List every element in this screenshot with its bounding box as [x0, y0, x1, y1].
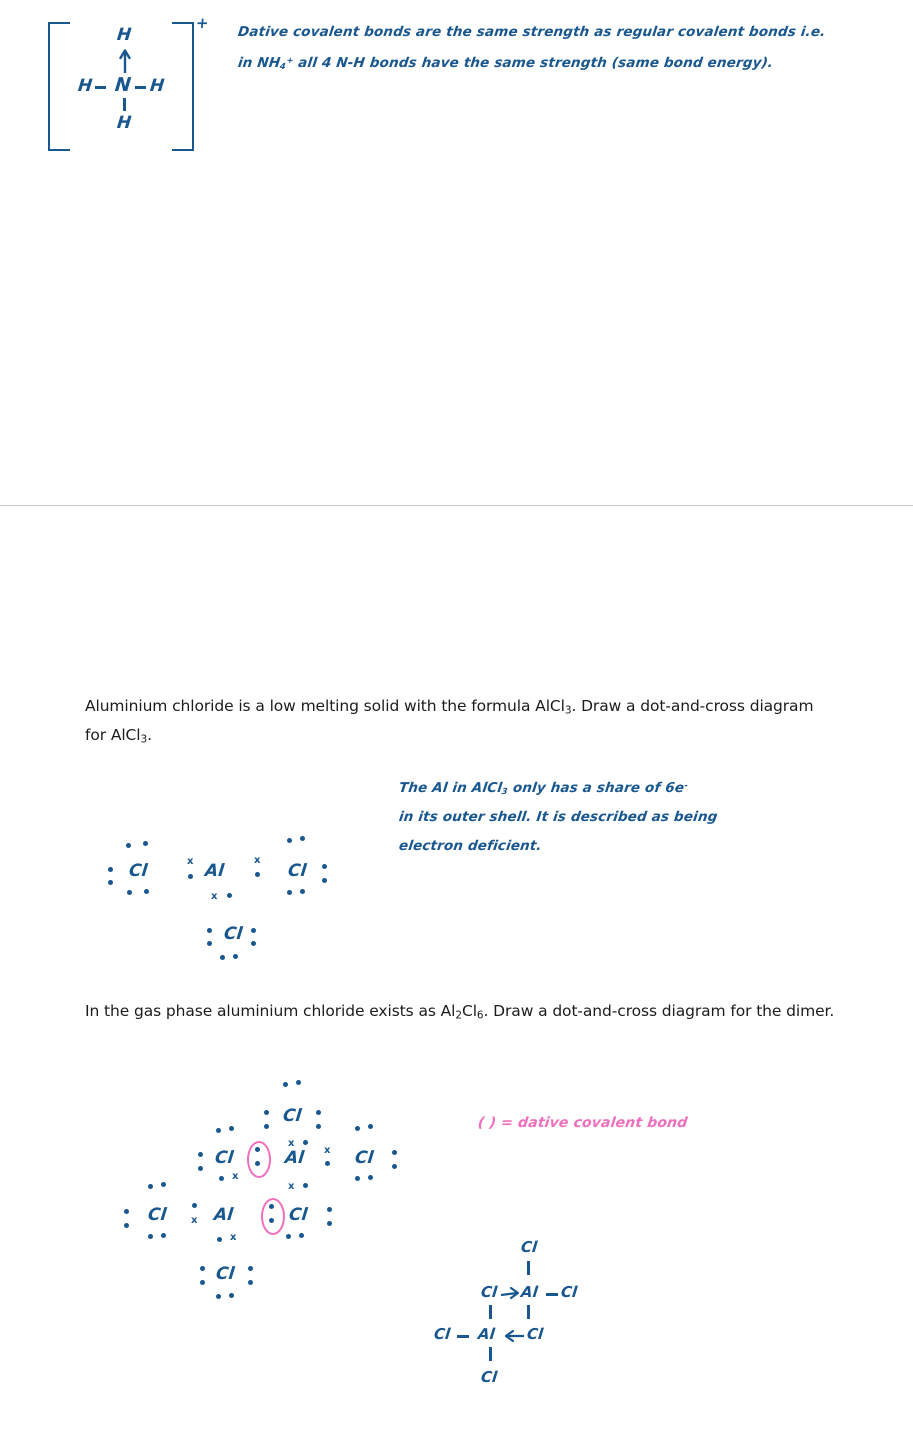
- skeletal-upper-right-chlorine: Cl: [560, 1283, 579, 1301]
- dimer-upper-left-cl-dot-left-1: [198, 1152, 203, 1157]
- ammonium-left-hydrogen: H: [76, 76, 94, 96]
- question-one-line1-b: . Draw a dot-and-cross: [571, 697, 745, 715]
- ed-note-line1-b: only has a share of 6e: [507, 780, 686, 796]
- alcl3-bottom-cl-dot-right-1: [251, 928, 256, 933]
- note-line2-part-a: in NH: [237, 55, 282, 71]
- dimer-dative-upper-dot-1: [255, 1147, 260, 1152]
- dimer-upper-right-chlorine: Cl: [353, 1148, 375, 1168]
- electron-deficient-note-line2: in its outer shell. It is described as being: [398, 809, 719, 825]
- dimer-bottom-bond-cross: x: [230, 1232, 237, 1243]
- dimer-upper-aluminium: Al: [283, 1148, 306, 1168]
- skeletal-top-chlorine: Cl: [520, 1238, 539, 1256]
- right-bracket: [172, 22, 194, 151]
- electron-deficient-note-line1: [398, 780, 689, 796]
- skeletal-upper-left-chlorine: Cl: [480, 1283, 499, 1301]
- ammonium-right-bond: [135, 86, 146, 89]
- alcl3-bottom-cl-dot-bottom-1: [220, 955, 225, 960]
- dimer-middle-bond-cross: x: [288, 1181, 295, 1192]
- dimer-lower-left-chlorine: Cl: [146, 1205, 168, 1225]
- ammonium-right-hydrogen: H: [148, 76, 166, 96]
- alcl3-bond-right-cross: x: [254, 855, 261, 866]
- dimer-lower-right-cl-dot-bottom-2: [299, 1233, 304, 1238]
- ammonium-top-hydrogen: H: [115, 25, 133, 45]
- skeletal-dative-arrow-left: [504, 1328, 526, 1344]
- dimer-bottom-cl-dot-right-1: [248, 1266, 253, 1271]
- skeletal-right-vertical-bond: [527, 1305, 530, 1319]
- alcl3-bottom-cl-dot-left-1: [207, 928, 212, 933]
- question-two-sub1: 2: [455, 1009, 462, 1022]
- dimer-lower-left-cl-dot-top-1: [148, 1184, 153, 1189]
- dimer-upper-left-cl-dot-top-2: [229, 1126, 234, 1131]
- dimer-bottom-cl-dot-bottom-1: [216, 1294, 221, 1299]
- dimer-middle-bond-dot: [303, 1183, 308, 1188]
- ammonium-charge-label: +: [195, 14, 210, 32]
- alcl3-left-cl-dot-left-1: [108, 867, 113, 872]
- dimer-upper-right-cl-dot-bottom-2: [368, 1175, 373, 1180]
- question-two-line1-a: In the gas phase aluminium chloride exists as Al: [85, 1002, 456, 1020]
- skeletal-top-bond: [527, 1261, 530, 1275]
- question-two-line1-mid: Cl: [461, 1002, 477, 1020]
- dimer-top-bond-dot: [303, 1140, 308, 1145]
- dimer-dative-upper-dot-2: [255, 1161, 260, 1166]
- alcl3-left-cl-dot-top-2: [143, 841, 148, 846]
- dimer-lower-left-cl-dot-bottom-1: [148, 1234, 153, 1239]
- dimer-top-cl-dot-top-1: [283, 1082, 288, 1087]
- skeletal-upper-right-bond: [546, 1293, 558, 1296]
- alcl3-right-cl-dot-top-1: [287, 838, 292, 843]
- note-line2-superscript: +: [285, 55, 295, 66]
- dimer-top-cl-dot-left-1: [264, 1110, 269, 1115]
- question-one-line2-a: diagram for AlCl: [85, 697, 814, 745]
- alcl3-bond-left-cross: x: [187, 856, 194, 867]
- ed-note-line1-a: The Al in AlCl: [398, 780, 504, 796]
- dimer-dative-lower-dot-1: [269, 1204, 274, 1209]
- dimer-bottom-cl-dot-left-2: [200, 1280, 205, 1285]
- skeletal-lower-aluminium: Al: [477, 1325, 496, 1343]
- dimer-top-cl-dot-left-2: [264, 1124, 269, 1129]
- alcl3-bond-left-dot: [188, 874, 193, 879]
- dimer-lower-left-bond-dot: [192, 1203, 197, 1208]
- dimer-lower-left-cl-dot-left-1: [124, 1209, 129, 1214]
- dimer-top-cl-dot-right-1: [316, 1110, 321, 1115]
- dimer-upper-left-cl-dot-top-1: [216, 1128, 221, 1133]
- electron-deficient-note-line3: electron deficient.: [398, 838, 543, 854]
- alcl3-bottom-cl-dot-right-2: [251, 941, 256, 946]
- dimer-upper-right-cl-dot-right-1: [392, 1150, 397, 1155]
- question-two-line1-b: . Draw a dot-and-cross diagram for the: [483, 1002, 782, 1020]
- dimer-upper-right-cl-dot-top-1: [355, 1126, 360, 1131]
- dimer-lower-left-bond-cross: x: [191, 1215, 198, 1226]
- dimer-lower-left-cl-dot-top-2: [161, 1182, 166, 1187]
- alcl3-bond-right-dot: [255, 872, 260, 877]
- dimer-top-chlorine: Cl: [281, 1106, 303, 1126]
- dimer-top-bond-cross: x: [288, 1138, 295, 1149]
- skeletal-dative-arrow-right: [500, 1286, 522, 1302]
- dimer-lower-right-cl-dot-right-1: [327, 1207, 332, 1212]
- question-two-sub2: 6: [476, 1009, 484, 1022]
- question-two-text: [85, 999, 845, 1028]
- alcl3-right-cl-dot-right-1: [322, 864, 327, 869]
- question-one-line2-b: .: [147, 726, 152, 745]
- alcl3-right-cl-dot-top-2: [300, 836, 305, 841]
- dimer-lower-aluminium: Al: [212, 1205, 235, 1225]
- alcl3-bond-bottom-dot: [227, 893, 232, 898]
- alcl3-bottom-cl-dot-bottom-2: [233, 954, 238, 959]
- left-bracket: [48, 22, 70, 151]
- skeletal-lower-right-chlorine: Cl: [526, 1325, 545, 1343]
- dimer-upper-right-bond-dot: [325, 1161, 330, 1166]
- dative-bond-arrow-up: [118, 48, 134, 74]
- question-one-line2-sub: 3: [140, 733, 148, 746]
- dimer-upper-right-cl-dot-bottom-1: [355, 1176, 360, 1181]
- dimer-lower-right-cl-dot-right-2: [327, 1221, 332, 1226]
- question-one-text: [85, 694, 825, 753]
- dimer-upper-left-cl-dot-left-2: [198, 1166, 203, 1171]
- ammonium-bottom-bond: [123, 98, 126, 111]
- alcl3-bond-bottom-cross: x: [211, 891, 218, 902]
- ed-note-line1-sup: -: [683, 780, 689, 791]
- alcl3-aluminium: Al: [203, 861, 226, 881]
- alcl3-left-chlorine: Cl: [127, 861, 149, 881]
- alcl3-bottom-cl-dot-left-2: [207, 941, 212, 946]
- dimer-bottom-chlorine: Cl: [214, 1264, 236, 1284]
- dimer-upper-left-cl-cross-bottom: x: [232, 1171, 239, 1182]
- dimer-bottom-cl-dot-left-1: [200, 1266, 205, 1271]
- dimer-bottom-bond-dot: [217, 1237, 222, 1242]
- alcl3-left-cl-dot-left-2: [108, 880, 113, 885]
- dimer-upper-right-cl-dot-top-2: [368, 1124, 373, 1129]
- ammonium-left-bond: [95, 86, 106, 89]
- ammonium-nitrogen: N: [113, 74, 133, 96]
- skeletal-bottom-chlorine: Cl: [480, 1368, 499, 1386]
- dimer-lower-right-chlorine: Cl: [287, 1205, 309, 1225]
- dimer-upper-left-chlorine: Cl: [213, 1148, 235, 1168]
- alcl3-left-cl-dot-bottom-1: [127, 890, 132, 895]
- dimer-upper-right-cl-dot-right-2: [392, 1164, 397, 1169]
- question-two-line2: dimer.: [786, 1002, 835, 1020]
- skeletal-lower-left-chlorine: Cl: [433, 1325, 452, 1343]
- skeletal-left-vertical-bond: [489, 1305, 492, 1319]
- dimer-top-cl-dot-top-2: [296, 1080, 301, 1085]
- question-one-line1-a: Aluminium chloride is a low melting solid with the formula AlCl: [85, 697, 565, 715]
- dative-strength-note-line2: [237, 55, 774, 71]
- ed-note-line1-sub: 3: [501, 786, 509, 797]
- section-divider: [0, 505, 913, 506]
- alcl3-left-cl-dot-top-1: [126, 843, 131, 848]
- dimer-upper-left-cl-dot-bottom-dot: [219, 1176, 224, 1181]
- alcl3-left-cl-dot-bottom-2: [144, 889, 149, 894]
- alcl3-right-cl-dot-bottom-2: [300, 889, 305, 894]
- dimer-lower-right-cl-dot-bottom-1: [286, 1234, 291, 1239]
- alcl3-bottom-chlorine: Cl: [222, 924, 244, 944]
- dative-strength-note-line1: Dative covalent bonds are the same strength as regular covalent bonds i.e.: [237, 24, 827, 40]
- skeletal-upper-aluminium: Al: [520, 1283, 539, 1301]
- skeletal-lower-left-bond: [457, 1335, 469, 1338]
- dimer-lower-left-cl-dot-left-2: [124, 1223, 129, 1228]
- dative-bond-key-label: ( ) = dative covalent bond: [477, 1115, 689, 1131]
- dimer-top-cl-dot-right-2: [316, 1124, 321, 1129]
- question-one-line1-sub: 3: [564, 704, 572, 717]
- note-line2-part-b: all 4 N-H bonds have the same strength (same bond energy).: [292, 55, 775, 71]
- alcl3-right-cl-dot-right-2: [322, 878, 327, 883]
- dimer-bottom-cl-dot-bottom-2: [229, 1293, 234, 1298]
- skeletal-bottom-bond: [489, 1347, 492, 1361]
- note-line2-subscript: 4: [279, 61, 287, 72]
- dimer-lower-left-cl-dot-bottom-2: [161, 1233, 166, 1238]
- dimer-dative-lower-dot-2: [269, 1218, 274, 1223]
- dimer-bottom-cl-dot-right-2: [248, 1280, 253, 1285]
- alcl3-right-chlorine: Cl: [286, 861, 308, 881]
- dimer-upper-right-bond-cross: x: [324, 1145, 331, 1156]
- ammonium-bottom-hydrogen: H: [115, 113, 133, 133]
- alcl3-right-cl-dot-bottom-1: [287, 890, 292, 895]
